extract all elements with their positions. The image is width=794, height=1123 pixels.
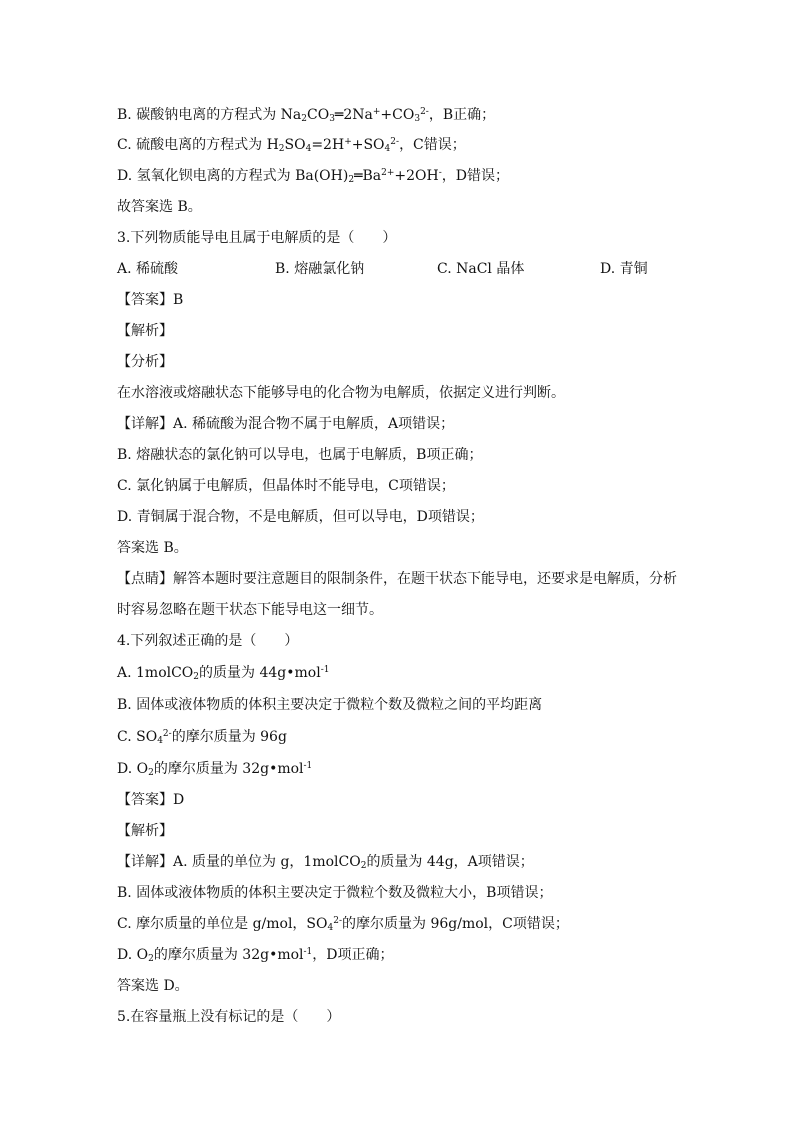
text-run: 答案选 D。 — [117, 978, 189, 994]
superscript: 2+ — [381, 168, 395, 178]
text-run: 【解析】 — [117, 823, 173, 839]
text-run: C. 硫酸电离的方程式为 H — [117, 137, 279, 153]
superscript: 2- — [420, 107, 429, 117]
text-run: 的摩尔质量为 96g — [171, 729, 287, 745]
text-run: +CO — [380, 107, 415, 123]
subscript: 4 — [327, 923, 334, 933]
subscript: 4 — [305, 144, 312, 154]
text-run: 的质量为 44g•mol — [199, 665, 321, 681]
text-line — [117, 728, 287, 746]
text-run: SO — [284, 137, 306, 153]
text-run: ，D错误； — [441, 168, 510, 184]
subscript: 3 — [414, 114, 421, 124]
text-run: 时容易忽略在题干状态下能导电这一细节。 — [117, 602, 383, 618]
text-line — [117, 539, 188, 557]
subscript: 4 — [157, 736, 163, 746]
subscript: 2 — [193, 672, 200, 682]
text-line — [117, 696, 542, 714]
text-run: 的质量为 44g，A项错误； — [366, 854, 534, 870]
text-run: B. 熔融状态的氯化钠可以导电，也属于电解质，B项正确； — [117, 447, 483, 463]
text-run: 的摩尔质量为 96g/mol，C项错误； — [342, 916, 569, 932]
text-line — [117, 415, 454, 433]
text-run: C. 摩尔质量的单位是 g/mol，SO — [117, 916, 328, 932]
text-line — [117, 884, 552, 902]
text-run: B. 碳酸钠电离的方程式为 Na — [117, 107, 302, 123]
text-run: 4.下列叙述正确的是（ ） — [117, 633, 299, 649]
text-line — [117, 946, 394, 964]
text-run: D. 氢氧化钡电离的方程式为 Ba(OH) — [117, 168, 349, 184]
text-line — [117, 353, 173, 371]
text-line — [117, 322, 173, 340]
text-run: D. O — [117, 947, 149, 963]
text-run: 【解析】 — [117, 323, 173, 339]
text-run: ，C错误； — [399, 137, 466, 153]
text-line — [117, 570, 677, 588]
text-run: 【答案】D — [117, 792, 185, 808]
subscript: 2 — [348, 175, 355, 185]
text-line — [117, 167, 509, 185]
subscript: 4 — [384, 144, 391, 154]
subscript: 2 — [148, 768, 154, 778]
superscript: 2- — [390, 137, 400, 147]
text-run: A. 1molCO — [117, 665, 194, 681]
text-run: ，D项正确； — [312, 947, 394, 963]
answer-option: C. NaCl 晶体 — [437, 261, 525, 277]
text-line — [117, 632, 298, 650]
text-run: CO — [306, 107, 330, 123]
text-line — [117, 106, 495, 124]
text-run: ，B正确； — [428, 107, 496, 123]
text-run: B. 固体或液体物质的体积主要决定于微粒个数及微粒之间的平均距离 — [117, 697, 543, 713]
text-run: ═Ba — [354, 168, 382, 184]
superscript: -1 — [303, 761, 313, 771]
text-line — [117, 601, 383, 619]
subscript: 3 — [329, 114, 335, 124]
text-line — [117, 477, 455, 495]
superscript: -1 — [320, 665, 330, 675]
text-line — [117, 915, 569, 933]
answer-option: B. 熔融氯化钠 — [275, 261, 365, 277]
superscript: + — [372, 107, 381, 117]
text-run: 【点睛】解答本题时要注意题目的限制条件，在题干状态下能导电，还要求是电解质，分析 — [117, 571, 677, 587]
superscript: - — [438, 168, 442, 178]
text-line — [117, 291, 183, 309]
text-run: C. 氯化钠属于电解质，但晶体时不能导电，C项错误； — [117, 478, 455, 494]
text-run: 【详解】A. 稀硫酸为混合物不属于电解质，A项错误； — [117, 416, 455, 432]
text-run: 答案选 B。 — [117, 540, 188, 556]
superscript: 2- — [333, 916, 343, 926]
text-run: 的摩尔质量为 32g•mol — [153, 761, 304, 777]
text-run: C. SO — [117, 729, 158, 745]
superscript: + — [344, 137, 352, 147]
text-line — [117, 446, 482, 464]
text-line — [117, 853, 534, 871]
text-run: 3.下列物质能导电且属于电解质的是（ ） — [117, 230, 397, 246]
superscript: -1 — [303, 947, 313, 957]
text-line — [117, 198, 202, 216]
text-run: 【答案】B — [117, 292, 184, 308]
subscript: 2 — [148, 954, 154, 964]
text-run: +SO — [351, 137, 385, 153]
text-line — [117, 760, 312, 778]
text-run: D. 青铜属于混合物，不是电解质，但可以导电，D项错误； — [117, 509, 484, 525]
text-line — [117, 384, 565, 402]
text-line — [117, 791, 184, 809]
text-line — [117, 508, 484, 526]
answer-option: A. 稀硫酸 — [117, 261, 179, 277]
text-line — [117, 822, 173, 840]
text-run: D. O — [117, 761, 149, 777]
answer-option: D. 青铜 — [600, 261, 648, 277]
subscript: 2 — [360, 861, 367, 871]
text-run: 故答案选 B。 — [117, 199, 202, 215]
text-run: 【分析】 — [117, 354, 173, 370]
text-line — [117, 977, 189, 995]
text-run: 的摩尔质量为 32g•mol — [153, 947, 304, 963]
text-line — [117, 136, 466, 154]
text-line — [117, 664, 329, 682]
text-run: 5.在容量瓶上没有标记的是（ ） — [117, 1009, 341, 1025]
text-line — [117, 229, 396, 247]
subscript: 2 — [301, 114, 307, 124]
text-run: =2H — [311, 137, 345, 153]
subscript: 2 — [278, 144, 285, 154]
text-run: +2OH — [394, 168, 439, 184]
superscript: 2- — [162, 729, 172, 739]
text-line — [117, 1008, 340, 1026]
text-run: ═2Na — [334, 107, 373, 123]
text-run: 【详解】A. 质量的单位为 g，1molCO — [117, 854, 361, 870]
text-run: 在水溶液或熔融状态下能够导电的化合物为电解质，依据定义进行判断。 — [117, 385, 565, 401]
text-run: B. 固体或液体物质的体积主要决定于微粒个数及微粒大小，B项错误； — [117, 885, 553, 901]
